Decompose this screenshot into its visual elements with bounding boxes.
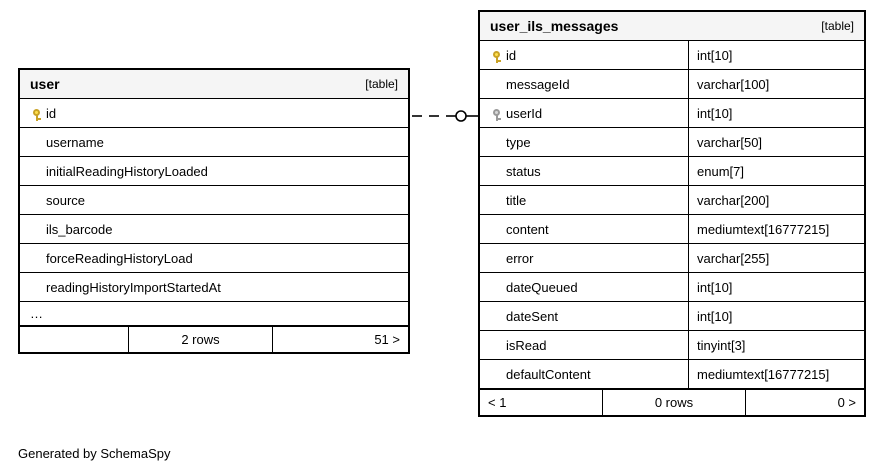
footer-next[interactable]: 51 > [374,332,400,347]
column-name-label: forceReadingHistoryLoad [46,250,193,266]
column-cell-name [480,331,688,359]
column-cell-name [480,302,688,330]
column-cell-name [480,99,688,127]
table-row[interactable] [480,186,864,215]
column-type-label: int[10] [688,41,864,69]
column-type-label: enum[7] [688,157,864,185]
column-type-label: varchar[100] [688,70,864,98]
footer-prev[interactable] [20,327,128,352]
footer-rowcount: 2 rows [128,327,273,352]
column-cell-name [20,128,408,156]
table-row[interactable] [480,302,864,331]
table-row[interactable] [20,244,408,273]
column-type-label: varchar[50] [688,128,864,156]
column-name-label: content [506,221,549,237]
table-row[interactable] [480,70,864,99]
column-cell-name [20,186,408,214]
table-row[interactable] [480,157,864,186]
column-name-label: ils_barcode [46,221,113,237]
table-row[interactable] [20,157,408,186]
ellipsis-label: … [30,306,43,321]
table-user-header [20,70,408,99]
table-user-title: user [30,76,60,92]
column-cell-name [480,70,688,98]
table-row[interactable] [480,331,864,360]
table-user-ils-messages-title: user_ils_messages [490,18,619,34]
column-name-label: dateQueued [506,279,578,295]
column-cell-name [20,157,408,185]
column-cell-name [480,128,688,156]
column-cell-name [20,99,408,127]
table-row[interactable] [20,128,408,157]
column-type-label: mediumtext[16777215] [688,360,864,388]
table-row[interactable] [20,186,408,215]
table-user-ils-messages-header [480,12,864,41]
primary-key-icon [30,106,44,121]
column-name-label: title [506,192,527,208]
more-columns-ellipsis [20,302,408,326]
column-name-label: username [46,134,104,150]
table-row[interactable] [20,215,408,244]
column-cell-name [480,157,688,185]
table-row[interactable] [20,273,408,302]
column-cell-name [480,244,688,272]
table-row[interactable] [480,244,864,273]
column-cell-name [480,273,688,301]
column-name-label: messageId [506,76,570,92]
column-name-label: userId [506,105,543,121]
column-cell-name [20,215,408,243]
footer-prev[interactable]: < 1 [488,395,507,410]
column-name-label: status [506,163,541,179]
column-name-label: error [506,250,534,266]
table-user-ils-messages[interactable] [478,10,866,417]
table-user-footer [20,326,408,352]
footer-next[interactable]: 0 > [837,395,856,410]
column-type-label: tinyint[3] [688,331,864,359]
table-row[interactable] [480,128,864,157]
table-user-ils-messages-footer [480,389,864,415]
column-name-label: type [506,134,531,150]
column-name-label: readingHistoryImportStartedAt [46,279,221,295]
primary-key-icon [490,48,504,63]
column-cell-name [480,186,688,214]
table-user[interactable] [18,68,410,354]
footer-rowcount: 0 rows [602,390,746,415]
column-type-label: int[10] [688,273,864,301]
foreign-key-icon [490,106,504,121]
table-user-ils-messages-tag: [table] [821,19,854,33]
column-name-label: initialReadingHistoryLoaded [46,163,208,179]
table-row[interactable] [480,273,864,302]
column-name-label: source [46,192,86,208]
column-name-label: dateSent [506,308,559,324]
column-cell-name [480,215,688,243]
table-row[interactable] [480,41,864,70]
table-row[interactable] [20,99,408,128]
column-name-label: defaultContent [506,366,591,382]
column-name-label: id [506,47,517,63]
column-cell-name [480,41,688,69]
column-type-label: mediumtext[16777215] [688,215,864,243]
column-type-label: int[10] [688,302,864,330]
column-cell-name [20,273,408,301]
table-user-tag: [table] [365,77,398,91]
table-row[interactable] [480,99,864,128]
column-type-label: varchar[255] [688,244,864,272]
column-type-label: varchar[200] [688,186,864,214]
column-name-label: isRead [506,337,547,353]
table-row[interactable] [480,360,864,389]
column-cell-name [480,360,688,388]
column-type-label: int[10] [688,99,864,127]
generated-by-caption: Generated by SchemaSpy [18,446,171,461]
table-row[interactable] [480,215,864,244]
column-cell-name [20,244,408,272]
column-name-label: id [46,105,57,121]
